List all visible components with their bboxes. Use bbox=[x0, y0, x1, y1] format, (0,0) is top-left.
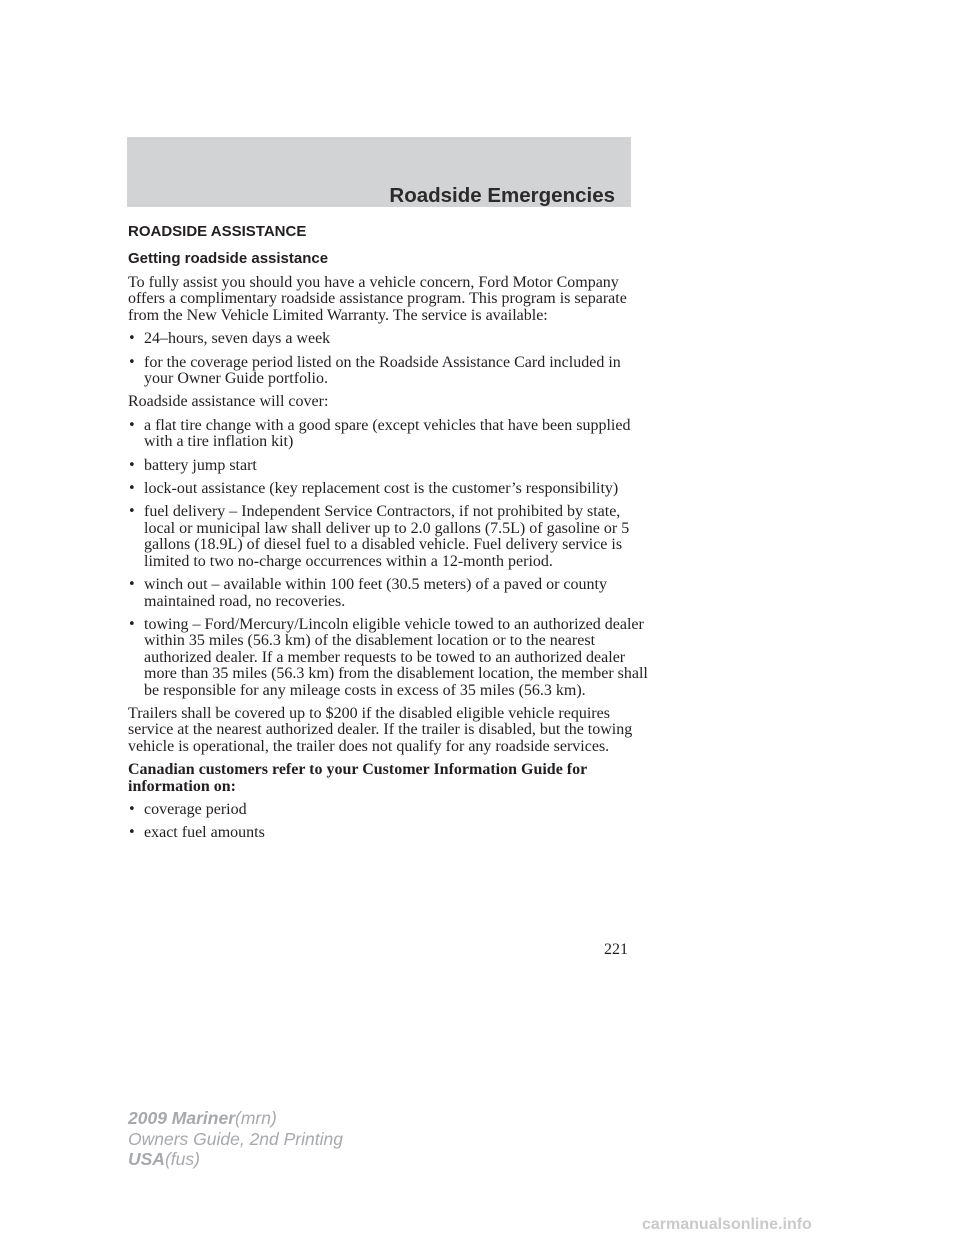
chapter-header-band bbox=[127, 137, 631, 207]
cover-intro: Roadside assistance will cover: bbox=[128, 393, 329, 411]
bullet-icon: • bbox=[128, 577, 136, 593]
bullet-icon: • bbox=[128, 801, 136, 817]
list-item: • coverage period bbox=[128, 800, 247, 818]
footer-line-3: USA(fus) bbox=[128, 1149, 200, 1169]
canadian-list bbox=[128, 802, 648, 842]
cover-list bbox=[128, 418, 648, 699]
list-item: • lock-out assistance (key replacement cost is the customer’s responsibility) bbox=[128, 480, 619, 498]
list-item: • a flat tire change with a good spare (except vehicles that have been supplied with a tire inflation kit) bbox=[128, 416, 631, 451]
list-item: • for the coverage period listed on the Roadside Assistance Card included in your Owner Guide portfolio. bbox=[128, 353, 621, 388]
bullet-icon: • bbox=[128, 616, 136, 632]
bullet-icon: • bbox=[128, 417, 136, 433]
bullet-icon: • bbox=[128, 481, 136, 497]
page-content bbox=[128, 222, 648, 842]
list-item: • 24–hours, seven days a week bbox=[128, 330, 331, 348]
bullet-icon: • bbox=[128, 504, 136, 520]
canadian-note: Canadian customers refer to your Customer Information Guide for information on: bbox=[128, 761, 587, 795]
intro-paragraph: To fully assist you should you have a vehicle concern, Ford Motor Company offers a complimentary roadside assistance program. This program is separate from the New Vehicle Limited Warranty. The service is available: bbox=[128, 274, 627, 324]
list-item: • winch out – available within 100 feet (30.5 meters) of a paved or county maintained road, no recoveries. bbox=[128, 576, 607, 610]
bullet-icon: • bbox=[128, 825, 136, 841]
bullet-icon: • bbox=[128, 354, 136, 370]
section-subtitle: Getting roadside assistance bbox=[128, 250, 329, 267]
list-item: • towing – Ford/Mercury/Lincoln eligible vehicle towed to an authorized dealer within 35 miles (56.3 km) of the disablement location or to the nearest authorized dealer. If a member requests to be towed to an authorized dealer more than 35 miles (56.3 km) from the disablement location, the member shall be responsible for any mileage costs in excess of 35 miles (56.3 km). bbox=[128, 615, 648, 699]
page-number: 221 bbox=[604, 941, 628, 958]
list-item: • exact fuel amounts bbox=[128, 824, 265, 842]
section-title: ROADSIDE ASSISTANCE bbox=[128, 223, 307, 240]
bullet-icon: • bbox=[128, 331, 136, 347]
site-watermark: carmanualsonline.info bbox=[642, 1216, 812, 1233]
availability-list bbox=[128, 331, 648, 387]
list-item: • fuel delivery – Independent Service Contractors, if not prohibited by state, local or municipal law shall deliver up to 2.0 gallons (7.5L) of gasoline or 5 gallons (18.9L) of diesel fuel to a disabled vehicle. Fuel delivery service is limited to two no-charge occurrences within a 12-month period. bbox=[128, 503, 630, 570]
trailers-paragraph: Trailers shall be covered up to $200 if the disabled eligible vehicle requires service at the nearest authorized dealer. If the trailer is disabled, but the towing vehicle is operational, the trailer does not qualify for any roadside services. bbox=[128, 704, 633, 755]
bullet-icon: • bbox=[128, 457, 136, 473]
print-footer bbox=[128, 1108, 343, 1170]
footer-line-1: 2009 Mariner(mrn) bbox=[128, 1108, 277, 1128]
footer-line-2: Owners Guide, 2nd Printing bbox=[128, 1128, 343, 1149]
list-item: • battery jump start bbox=[128, 456, 257, 474]
chapter-title: Roadside Emergencies bbox=[389, 184, 615, 207]
